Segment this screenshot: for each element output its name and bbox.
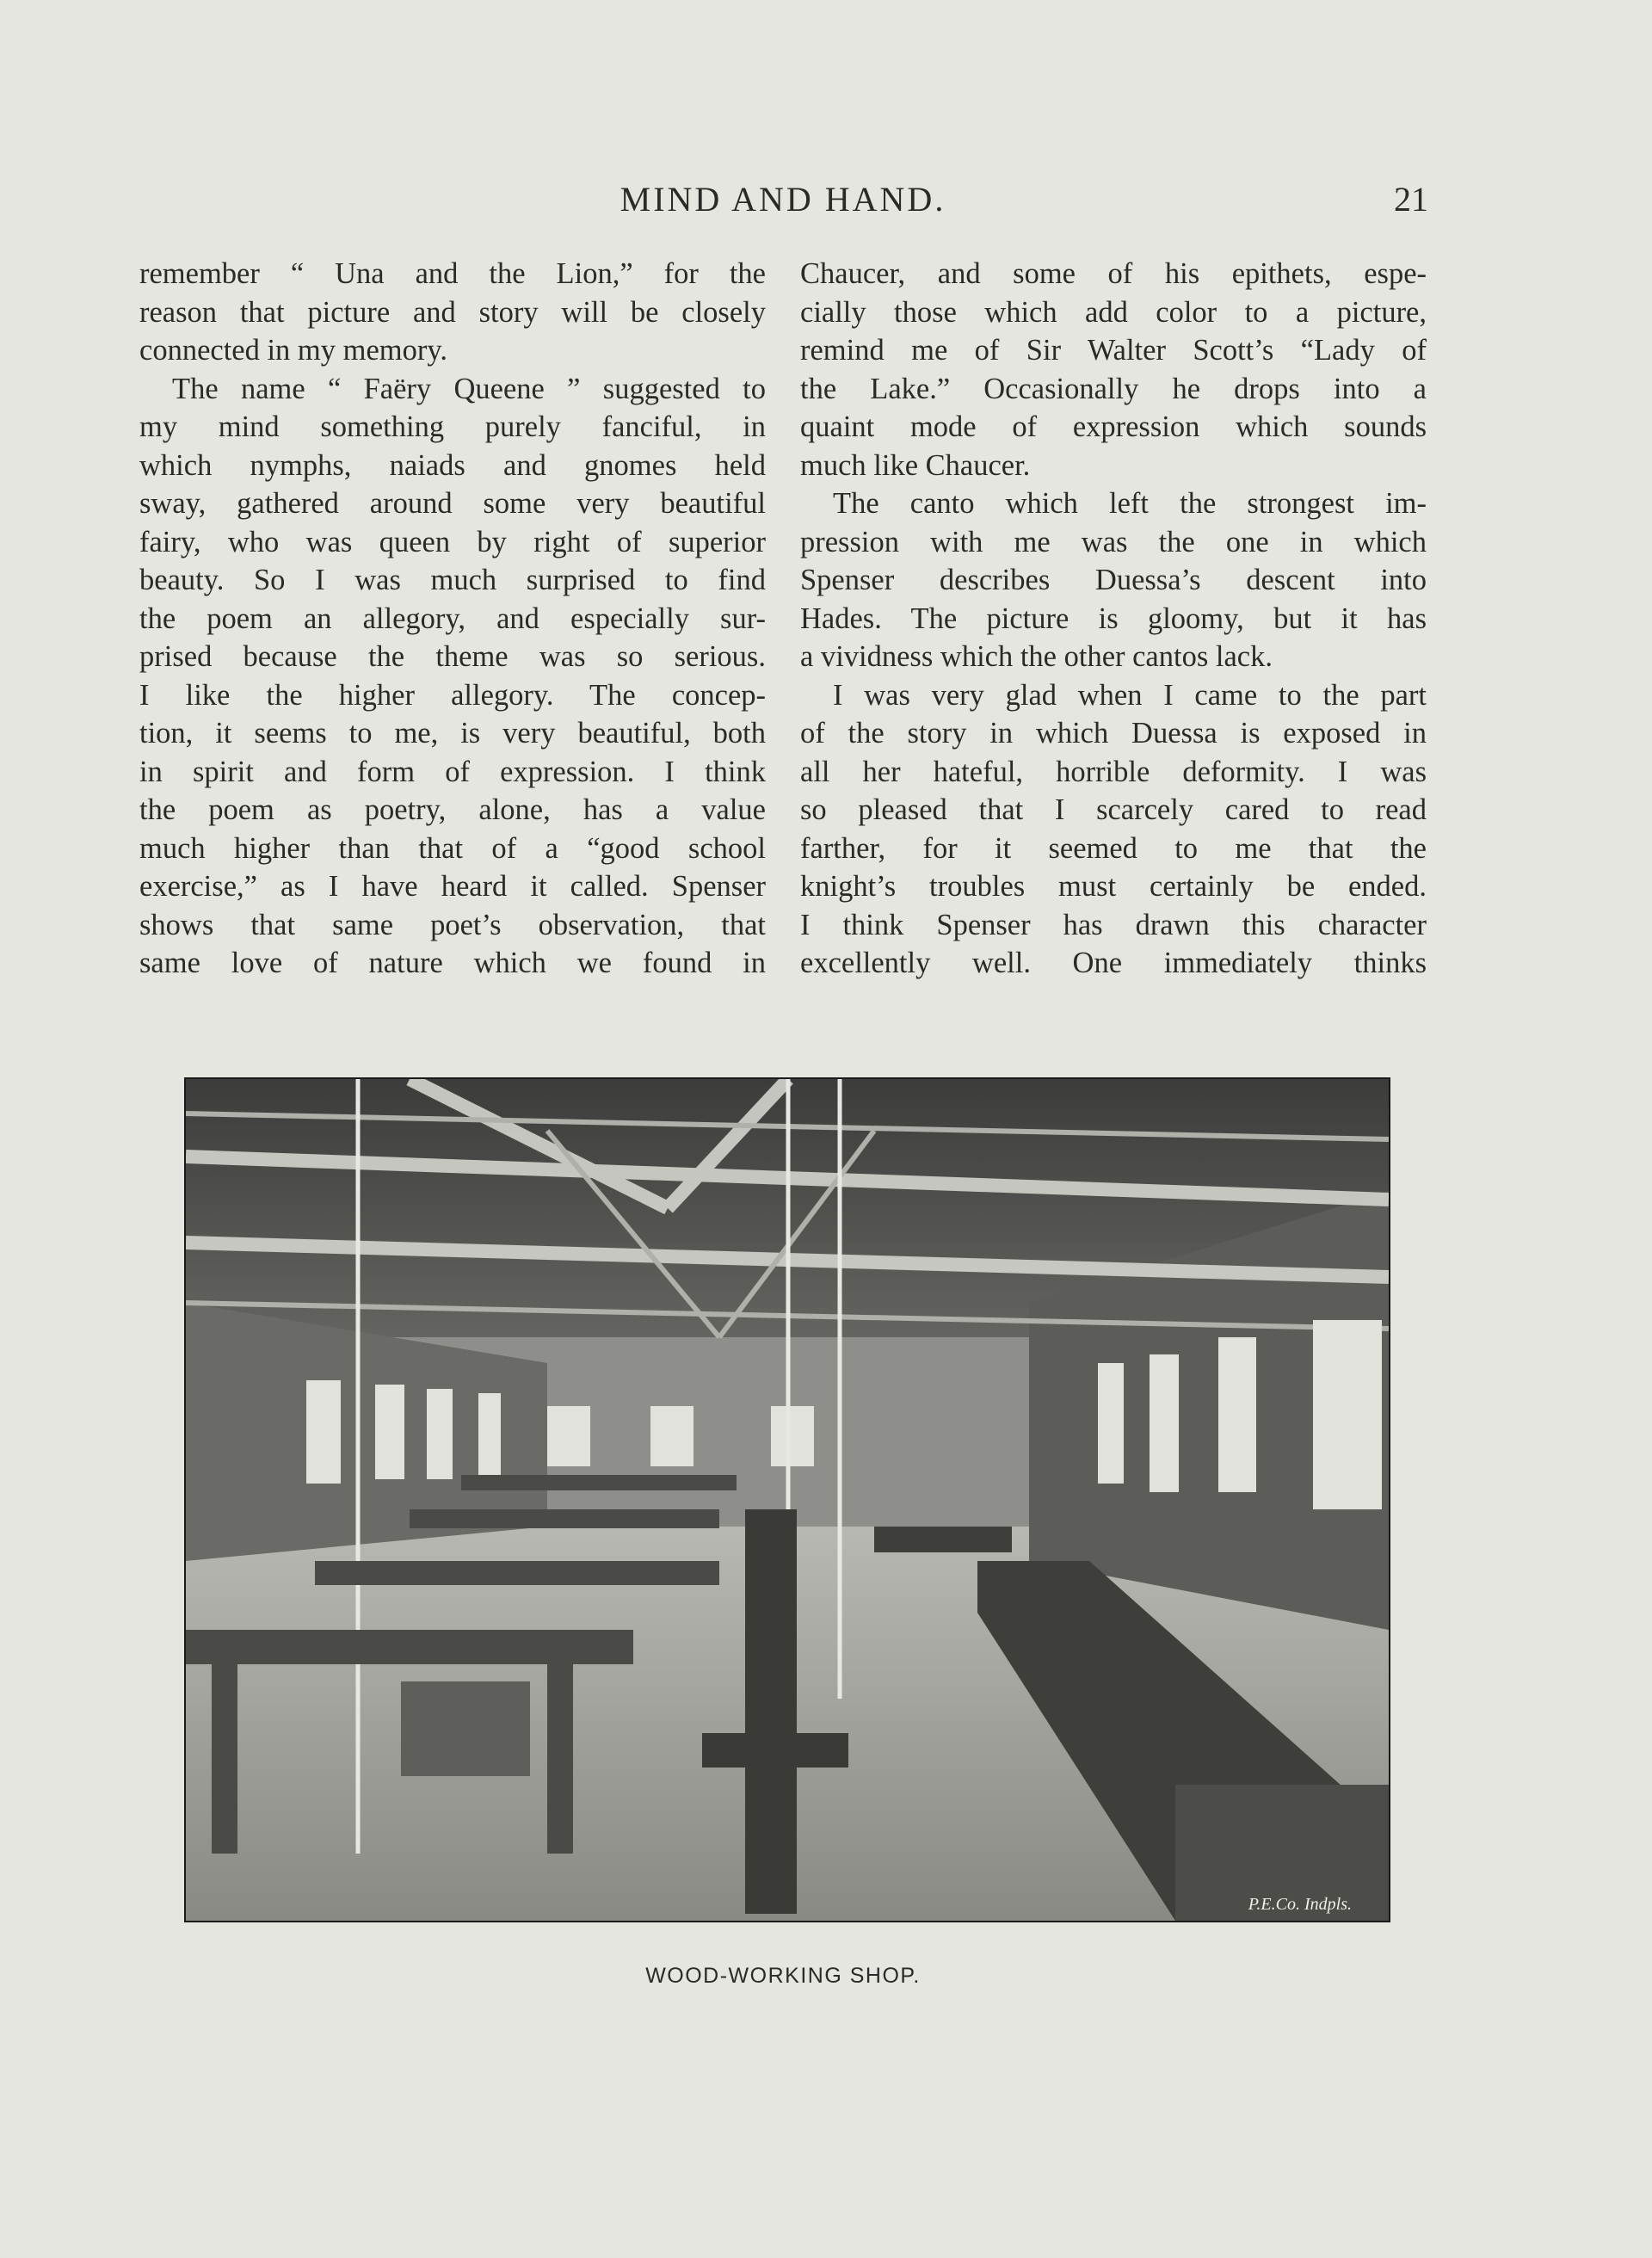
text-line: fairy, who was queen by right of superior <box>139 525 766 558</box>
text-line: which nymphs, naiads and gnomes held <box>139 448 766 482</box>
running-title: MIND AND HAND. <box>620 180 946 219</box>
text-line: quaint mode of expression which sounds <box>800 410 1427 443</box>
text-line: beauty. So I was much surprised to find <box>139 564 766 596</box>
text-line: exercise,” as I have heard it called. Spenser <box>139 870 766 903</box>
text-line: much like Chaucer. <box>800 448 1031 482</box>
text-line: The name “ Faëry Queene ” suggested to <box>172 372 766 405</box>
text-line: in spirit and form of expression. I think <box>139 755 766 788</box>
right-text-column <box>800 255 1427 983</box>
text-line: remember “ Una and the Lion,” for the <box>139 257 766 290</box>
text-line: cially those which add color to a picture, <box>800 295 1427 329</box>
text-line: I was very glad when I came to the part <box>833 678 1427 712</box>
text-line: so pleased that I scarcely cared to read <box>800 793 1427 826</box>
text-line: excellently well. One immediately thinks <box>800 947 1427 979</box>
text-line: connected in my memory. <box>139 334 447 367</box>
workshop-illustration <box>186 1079 1389 1921</box>
text-line: much higher than that of a “good school <box>139 831 766 865</box>
text-line: I like the higher allegory. The concep- <box>139 678 766 712</box>
text-line: pression with me was the one in which <box>800 525 1427 558</box>
left-text-column <box>139 255 766 983</box>
text-line: Chaucer, and some of his epithets, espe- <box>800 257 1427 290</box>
text-line: all her hateful, horrible deformity. I was <box>800 755 1427 788</box>
text-line: the Lake.” Occasionally he drops into a <box>800 372 1427 405</box>
text-line: prised because the theme was so serious. <box>139 640 766 673</box>
text-line: same love of nature which we found in <box>139 947 766 979</box>
text-line: The canto which left the strongest im- <box>833 487 1427 520</box>
text-line: my mind something purely fanciful, in <box>139 410 766 443</box>
text-line: I think Spenser has drawn this character <box>800 908 1427 941</box>
text-line: reason that picture and story will be closely <box>139 295 766 329</box>
text-line: remind me of Sir Walter Scott’s “Lady of <box>800 334 1427 367</box>
text-line: shows that same poet’s observation, that <box>139 908 766 941</box>
text-line: farther, for it seemed to me that the <box>800 831 1427 865</box>
engraver-credit: P.E.Co. Indpls. <box>1248 1895 1352 1914</box>
figure-caption: WOOD-WORKING SHOP. <box>645 1964 921 1988</box>
running-head <box>138 179 1428 231</box>
text-line: knight’s troubles must certainly be ended. <box>800 870 1427 903</box>
text-line: of the story in which Duessa is exposed in <box>800 717 1427 750</box>
page-number: 21 <box>1394 180 1428 219</box>
text-line: Hades. The picture is gloomy, but it has <box>800 602 1427 635</box>
text-line: a vividness which the other cantos lack. <box>800 640 1273 673</box>
text-line: the poem as poetry, alone, has a value <box>139 793 766 826</box>
text-line: sway, gathered around some very beautiful <box>139 487 766 520</box>
text-line: the poem an allegory, and especially sur- <box>139 602 766 635</box>
text-line: Spenser describes Duessa’s descent into <box>800 564 1427 596</box>
workshop-photograph <box>184 1077 1390 1922</box>
text-line: tion, it seems to me, is very beautiful, both <box>139 717 766 750</box>
